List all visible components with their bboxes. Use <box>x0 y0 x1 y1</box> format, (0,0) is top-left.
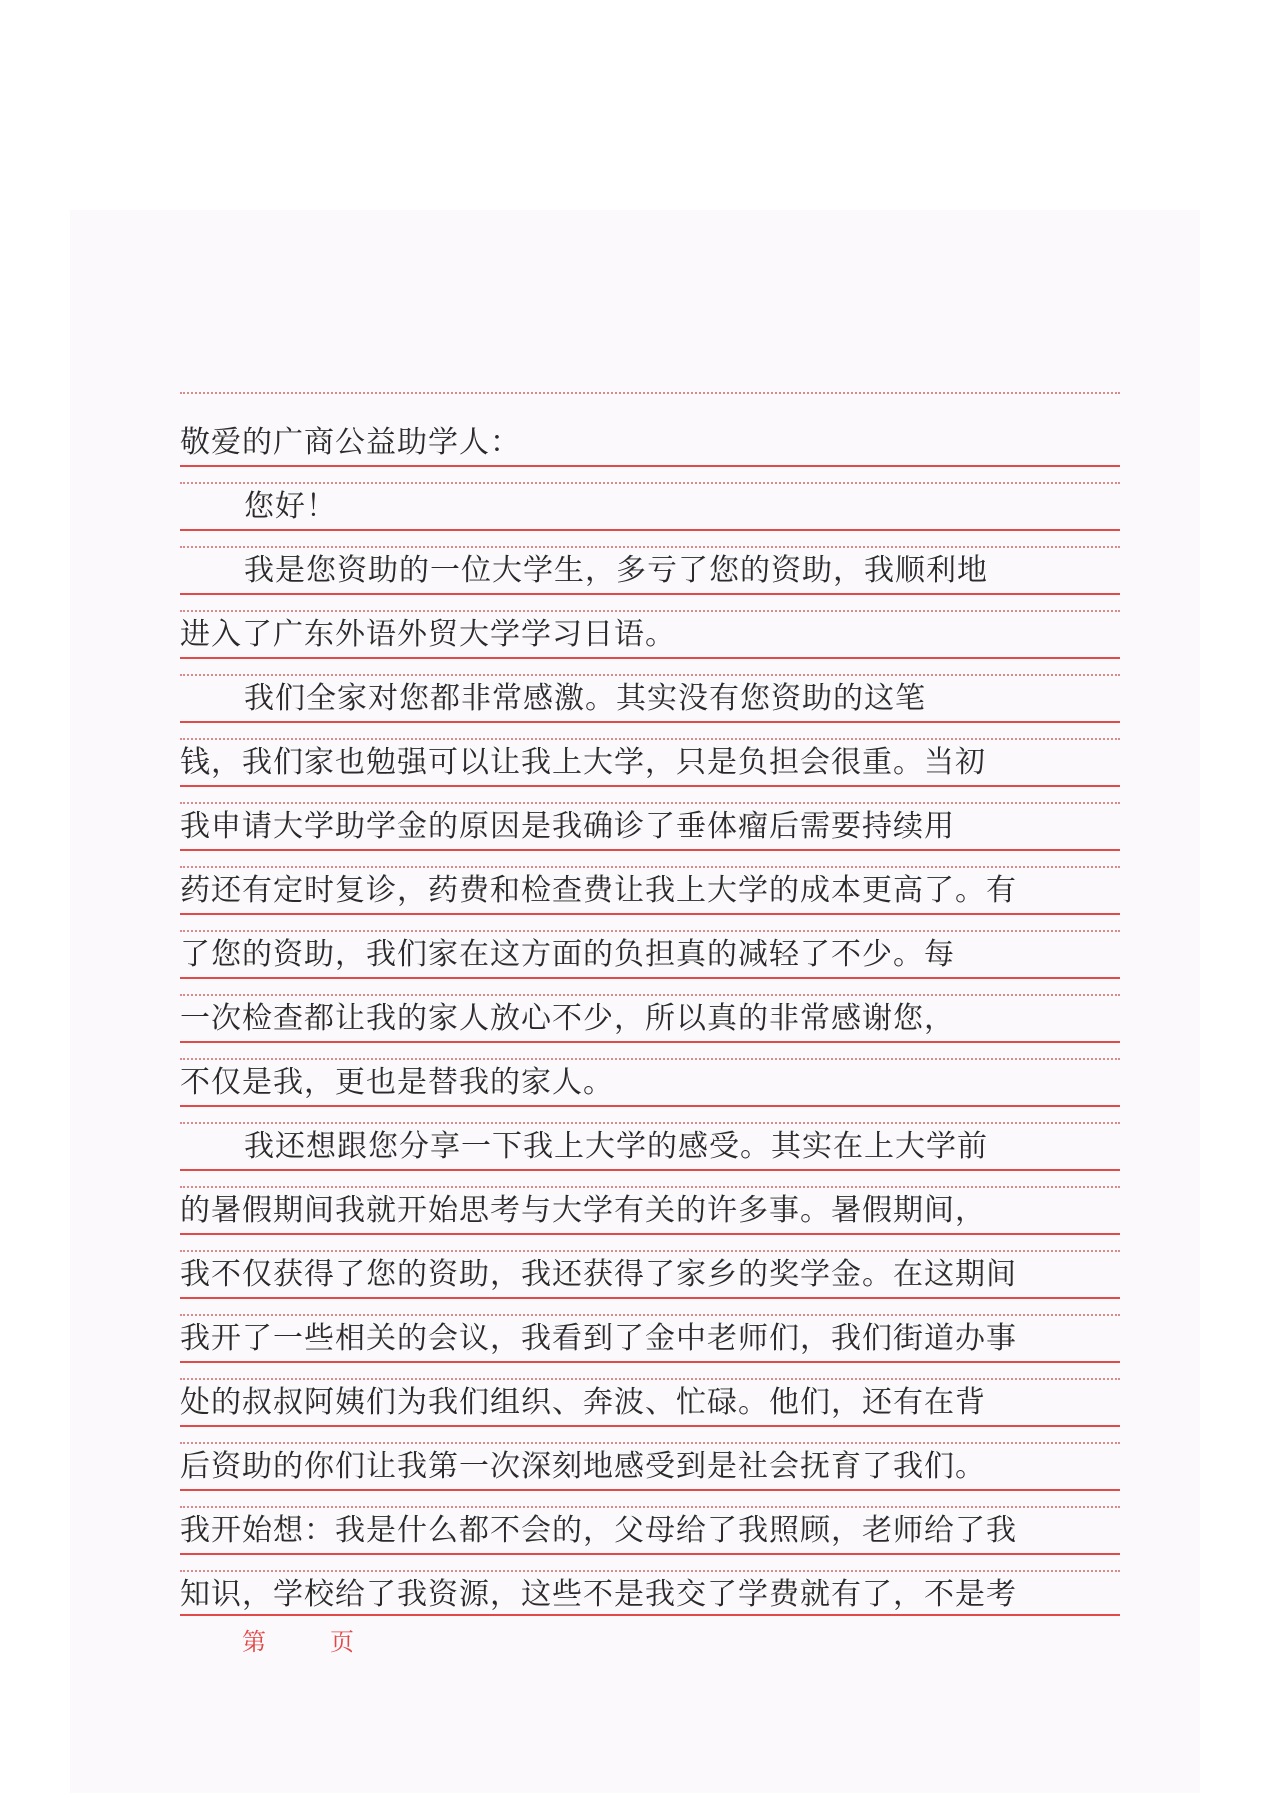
body-line: 我开始想：我是什么都不会的，父母给了我照顾，老师给了我 <box>180 1513 1017 1548</box>
body-line: 处的叔叔阿姨们为我们组织、奔波、忙碌。他们，还有在背 <box>180 1385 986 1420</box>
salutation: 敬爱的广商公益助学人： <box>180 425 521 460</box>
rule-solid <box>180 1105 1120 1107</box>
rule-solid <box>180 913 1120 915</box>
rule-solid <box>180 1361 1120 1363</box>
rule-solid <box>180 1614 1120 1616</box>
body-line: 我还想跟您分享一下我上大学的感受。其实在上大学前 <box>244 1129 988 1164</box>
rule-solid <box>180 1233 1120 1235</box>
body-line: 我不仅获得了您的资助，我还获得了家乡的奖学金。在这期间 <box>180 1257 1017 1292</box>
body-line: 我是您资助的一位大学生，多亏了您的资助，我顺利地 <box>244 553 988 588</box>
rule-solid <box>180 1041 1120 1043</box>
rule-solid <box>180 465 1120 467</box>
body-line: 不仅是我，更也是替我的家人。 <box>180 1065 614 1100</box>
body-line: 一次检查都让我的家人放心不少，所以真的非常感谢您， <box>180 1001 955 1036</box>
rule-solid <box>180 1169 1120 1171</box>
rule-dotted <box>180 392 1120 394</box>
rule-solid <box>180 593 1120 595</box>
body-line: 后资助的你们让我第一次深刻地感受到是社会抚育了我们。 <box>180 1449 986 1484</box>
body-line: 药还有定时复诊，药费和检查费让我上大学的成本更高了。有 <box>180 873 1017 908</box>
rule-solid <box>180 1425 1120 1427</box>
body-line: 进入了广东外语外贸大学学习日语。 <box>180 617 676 652</box>
body-line: 钱，我们家也勉强可以让我上大学，只是负担会很重。当初 <box>180 745 986 780</box>
page-label-di: 第 <box>242 1628 266 1656</box>
rule-solid <box>180 849 1120 851</box>
body-line: 我申请大学助学金的原因是我确诊了垂体瘤后需要持续用 <box>180 809 955 844</box>
rule-solid <box>180 977 1120 979</box>
rule-solid <box>180 529 1120 531</box>
rule-solid <box>180 1297 1120 1299</box>
greeting: 您好！ <box>244 489 337 524</box>
body-line: 的暑假期间我就开始思考与大学有关的许多事。暑假期间， <box>180 1193 986 1228</box>
body-line: 我开了一些相关的会议，我看到了金中老师们，我们街道办事 <box>180 1321 1017 1356</box>
rule-solid <box>180 1489 1120 1491</box>
body-line: 我们全家对您都非常感激。其实没有您资助的这笔 <box>244 681 926 716</box>
rule-solid <box>180 721 1120 723</box>
rule-solid <box>180 785 1120 787</box>
rule-solid <box>180 1553 1120 1555</box>
page-label-ye: 页 <box>330 1628 354 1656</box>
rule-solid <box>180 657 1120 659</box>
body-line: 了您的资助，我们家在这方面的负担真的减轻了不少。每 <box>180 937 955 972</box>
body-line: 知识，学校给了我资源，这些不是我交了学费就有了，不是考 <box>180 1577 1017 1612</box>
